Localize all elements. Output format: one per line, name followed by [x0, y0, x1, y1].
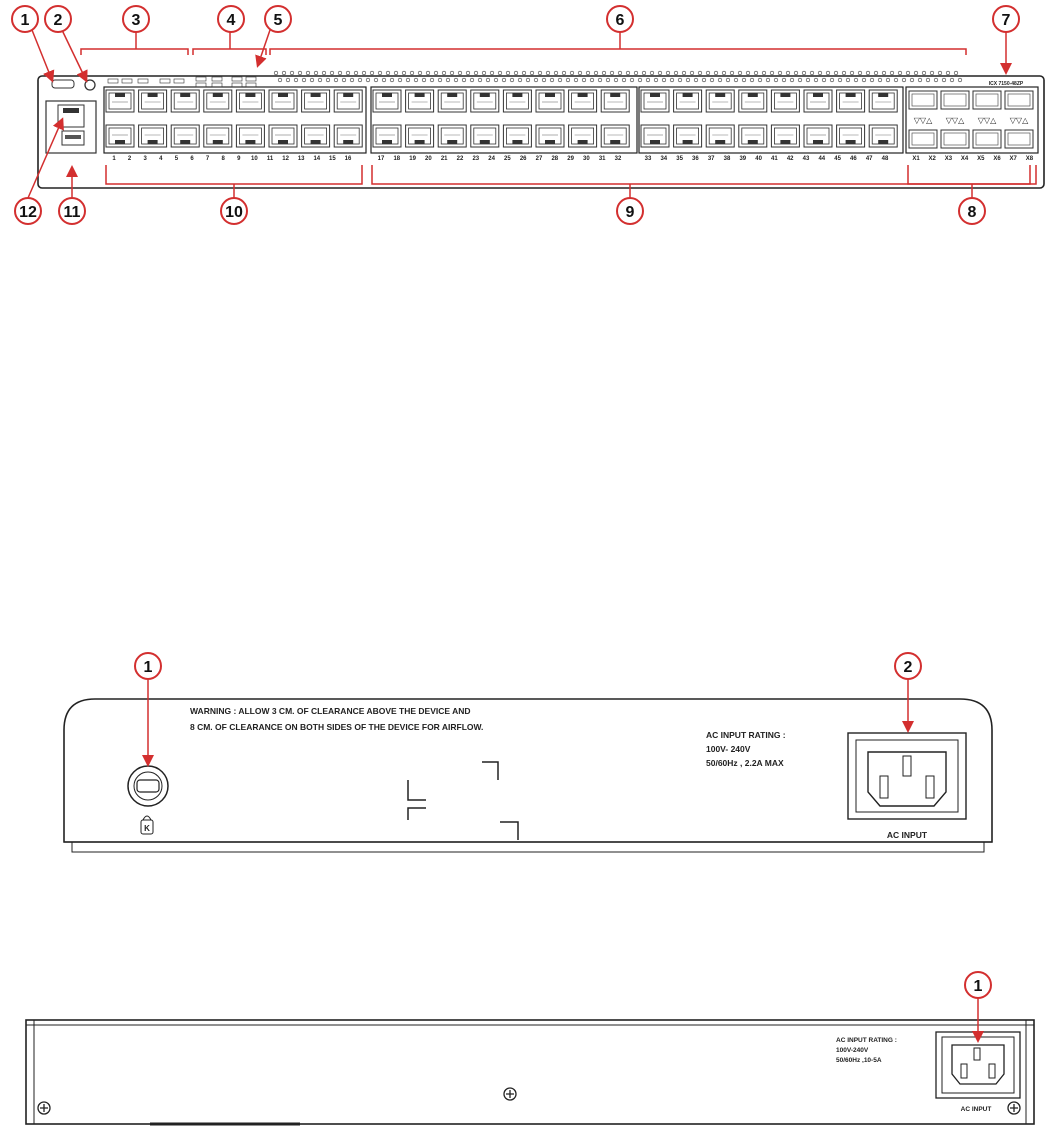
- port-number-label: 44: [818, 156, 826, 162]
- port-number-label: 5: [174, 156, 179, 162]
- rj45-port: [601, 90, 629, 112]
- port-number-label: 17: [377, 156, 385, 162]
- svg-text:K: K: [144, 824, 150, 833]
- port-number-label: 3: [143, 156, 147, 162]
- rj45-port: [438, 90, 466, 112]
- port-number-label: 46: [850, 156, 857, 162]
- rj45-port: [139, 90, 167, 112]
- front-callout-9: [617, 198, 643, 224]
- rating-line-2: 100V- 240V: [706, 744, 751, 754]
- port-number-label: 40: [755, 156, 762, 162]
- rating-line-1: AC INPUT RATING :: [706, 730, 786, 740]
- front-panel: [38, 71, 1044, 188]
- side-rating-line-3: 50/60Hz ,10-5A: [836, 1057, 882, 1064]
- front-callout-1: [12, 6, 38, 32]
- rj45-port: [706, 90, 734, 112]
- port-number-label: X6: [993, 156, 1001, 162]
- callout-number: 1: [143, 659, 153, 676]
- screw-left: [38, 1102, 50, 1114]
- port-number-label: 43: [802, 156, 810, 162]
- rj45-port: [471, 90, 499, 112]
- warning-line-2: 8 CM. OF CLEARANCE ON BOTH SIDES OF THE DEVICE FOR AIRFLOW.: [190, 722, 484, 732]
- port-number-label: 11: [266, 156, 274, 162]
- front-callout-3: [123, 6, 149, 32]
- port-number-label: 38: [723, 156, 731, 162]
- rj45-port: [674, 125, 702, 147]
- port-number-label: 42: [786, 156, 794, 162]
- side-ac-input-label: AC INPUT: [960, 1106, 992, 1113]
- port-number-label: 36: [692, 156, 699, 162]
- warning-line-1: WARNING : ALLOW 3 CM. OF CLEARANCE ABOVE THE DEVICE AND: [190, 706, 471, 716]
- rj45-port: [771, 90, 799, 112]
- port-number-label: 12: [282, 156, 289, 162]
- rj45-port: [204, 90, 232, 112]
- rj45-port: [869, 90, 897, 112]
- rj45-port: [804, 90, 832, 112]
- port-number-label: 35: [676, 156, 683, 162]
- port-number-label: 14: [313, 156, 321, 162]
- port-number-label: X4: [960, 156, 969, 162]
- rj45-port: [641, 125, 669, 147]
- callout-number: 3: [131, 12, 141, 29]
- rj45-port: [302, 125, 330, 147]
- rj45-port: [837, 125, 865, 147]
- reset-button: [85, 80, 95, 90]
- sfp-port: [973, 130, 1001, 148]
- rj45-port: [406, 125, 434, 147]
- rj45-port: [334, 125, 362, 147]
- callout-number: 6: [615, 12, 625, 29]
- screw-right: [1008, 1102, 1020, 1114]
- rj45-port: [569, 125, 597, 147]
- port-number-label: X2: [928, 156, 936, 162]
- sfp-port: [1005, 91, 1033, 109]
- port-number-label: 9: [237, 156, 241, 162]
- rj45-port: [471, 125, 499, 147]
- callout-number: 9: [625, 204, 635, 221]
- front-callout-11: [59, 198, 85, 224]
- sfp-arrow-icon: ▽▽△: [945, 116, 965, 125]
- callout-number: 12: [19, 204, 37, 221]
- front-callout-4: [218, 6, 244, 32]
- callout-number: 4: [226, 12, 236, 29]
- ac-input-label: AC INPUT: [886, 830, 928, 840]
- port-number-label: 23: [472, 156, 480, 162]
- rj45-port: [739, 90, 767, 112]
- front-callout-12: [15, 198, 41, 224]
- front-callout-5: [265, 6, 291, 32]
- port-number-label: 10: [251, 156, 258, 162]
- rj45-port: [706, 125, 734, 147]
- callout-number: 5: [273, 12, 283, 29]
- port-number-label: 21: [440, 156, 448, 162]
- port-number-label: X5: [977, 156, 985, 162]
- port-number-label: 20: [425, 156, 432, 162]
- port-number-label: 26: [519, 156, 527, 162]
- port-number-label: 33: [644, 156, 652, 162]
- front-callout-7: [993, 6, 1019, 32]
- rear-callout-1: [135, 653, 161, 679]
- port-number-label: 22: [456, 156, 464, 162]
- rj45-port: [641, 90, 669, 112]
- rj45-port: [204, 125, 232, 147]
- usb-c-console-port: [52, 80, 74, 88]
- rj45-port: [106, 90, 134, 112]
- rj45-port: [601, 125, 629, 147]
- sfp-arrow-icon: ▽▽△: [1009, 116, 1029, 125]
- port-number-label: 32: [614, 156, 622, 162]
- sfp-port: [941, 130, 969, 148]
- port-number-label: X1: [912, 156, 920, 162]
- front-callout-8: [959, 198, 985, 224]
- rj45-port: [804, 125, 832, 147]
- port-number-label: 31: [598, 156, 606, 162]
- port-number-label: 13: [297, 156, 305, 162]
- sfp-arrow-icon: ▽▽△: [977, 116, 997, 125]
- rating-line-3: 50/60Hz , 2.2A MAX: [706, 758, 784, 768]
- port-number-label: 39: [739, 156, 747, 162]
- front-callout-6: [607, 6, 633, 32]
- rj45-port: [106, 125, 134, 147]
- port-number-label: 25: [504, 156, 511, 162]
- rj45-port: [236, 90, 264, 112]
- rj45-port: [674, 90, 702, 112]
- port-number-label: 48: [881, 156, 889, 162]
- side-callouts: [965, 972, 991, 998]
- rear-callouts: [135, 653, 921, 679]
- rj45-port: [536, 90, 564, 112]
- port-number-label: 27: [535, 156, 543, 162]
- rj45-port: [171, 90, 199, 112]
- sfp-port: [1005, 130, 1033, 148]
- rear-panel: [64, 699, 992, 852]
- callout-number: 2: [903, 659, 913, 676]
- port-number-label: 45: [834, 156, 841, 162]
- sfp-port: [973, 91, 1001, 109]
- rj45-port: [373, 125, 401, 147]
- callout-number: 2: [53, 12, 63, 29]
- rj45-port: [139, 125, 167, 147]
- port-number-label: 34: [660, 156, 668, 162]
- port-number-label: 24: [488, 156, 495, 162]
- front-callout-10: [221, 198, 247, 224]
- port-number-label: 47: [865, 156, 873, 162]
- port-number-label: X8: [1025, 156, 1034, 162]
- side-panel: [26, 1020, 1034, 1124]
- rear-callout-2: [895, 653, 921, 679]
- rj45-port: [536, 125, 564, 147]
- port-number-label: 7: [205, 156, 210, 162]
- bracket-4: [193, 49, 266, 55]
- callout-number: 1: [973, 978, 983, 995]
- port-number-label: X3: [944, 156, 953, 162]
- port-number-label: 4: [159, 156, 163, 162]
- rj45-port: [269, 90, 297, 112]
- model-label: ICX 7150-48ZP: [988, 81, 1024, 87]
- sfp-port: [909, 130, 937, 148]
- port-number-label: 2: [127, 156, 132, 162]
- side-rating-line-2: 100V-240V: [836, 1047, 869, 1054]
- callout-number: 11: [63, 204, 81, 221]
- rj45-port: [334, 90, 362, 112]
- rj45-port: [503, 125, 531, 147]
- sfp-arrow-icon: ▽▽△: [913, 116, 933, 125]
- rj45-port: [171, 125, 199, 147]
- rj45-port: [302, 90, 330, 112]
- callout-number: 8: [967, 204, 977, 221]
- port-number-label: 37: [707, 156, 715, 162]
- port-number-label: 8: [221, 156, 225, 162]
- side-rating-line-1: AC INPUT RATING :: [836, 1037, 897, 1044]
- port-number-label: 19: [409, 156, 416, 162]
- sfp-port: [909, 91, 937, 109]
- port-number-label: X7: [1009, 156, 1017, 162]
- screw-center: [504, 1088, 516, 1100]
- port-number-label: 15: [329, 156, 336, 162]
- port-number-label: 18: [393, 156, 401, 162]
- rj45-port: [739, 125, 767, 147]
- rj45-port: [406, 90, 434, 112]
- bracket-6: [270, 49, 966, 55]
- rj45-port: [837, 90, 865, 112]
- rj45-port: [569, 90, 597, 112]
- rj45-port: [438, 125, 466, 147]
- port-number-label: 6: [190, 156, 194, 162]
- rj45-port: [869, 125, 897, 147]
- rj45-port: [373, 90, 401, 112]
- rj45-port: [503, 90, 531, 112]
- port-number-label: 1: [112, 156, 116, 162]
- side-callout-1: [965, 972, 991, 998]
- rj45-port: [269, 125, 297, 147]
- rj45-port: [771, 125, 799, 147]
- port-number-label: 41: [771, 156, 778, 162]
- port-number-label: 28: [551, 156, 559, 162]
- port-number-label: 30: [583, 156, 590, 162]
- front-callout-2: [45, 6, 71, 32]
- port-number-label: 16: [344, 156, 352, 162]
- callout-number: 1: [20, 12, 30, 29]
- callout-number: 10: [225, 204, 243, 221]
- rj45-port: [236, 125, 264, 147]
- callout-number: 7: [1001, 12, 1011, 29]
- side-chassis: [26, 1020, 1034, 1124]
- sfp-port: [941, 91, 969, 109]
- bracket-3: [81, 49, 188, 55]
- port-number-label: 29: [567, 156, 574, 162]
